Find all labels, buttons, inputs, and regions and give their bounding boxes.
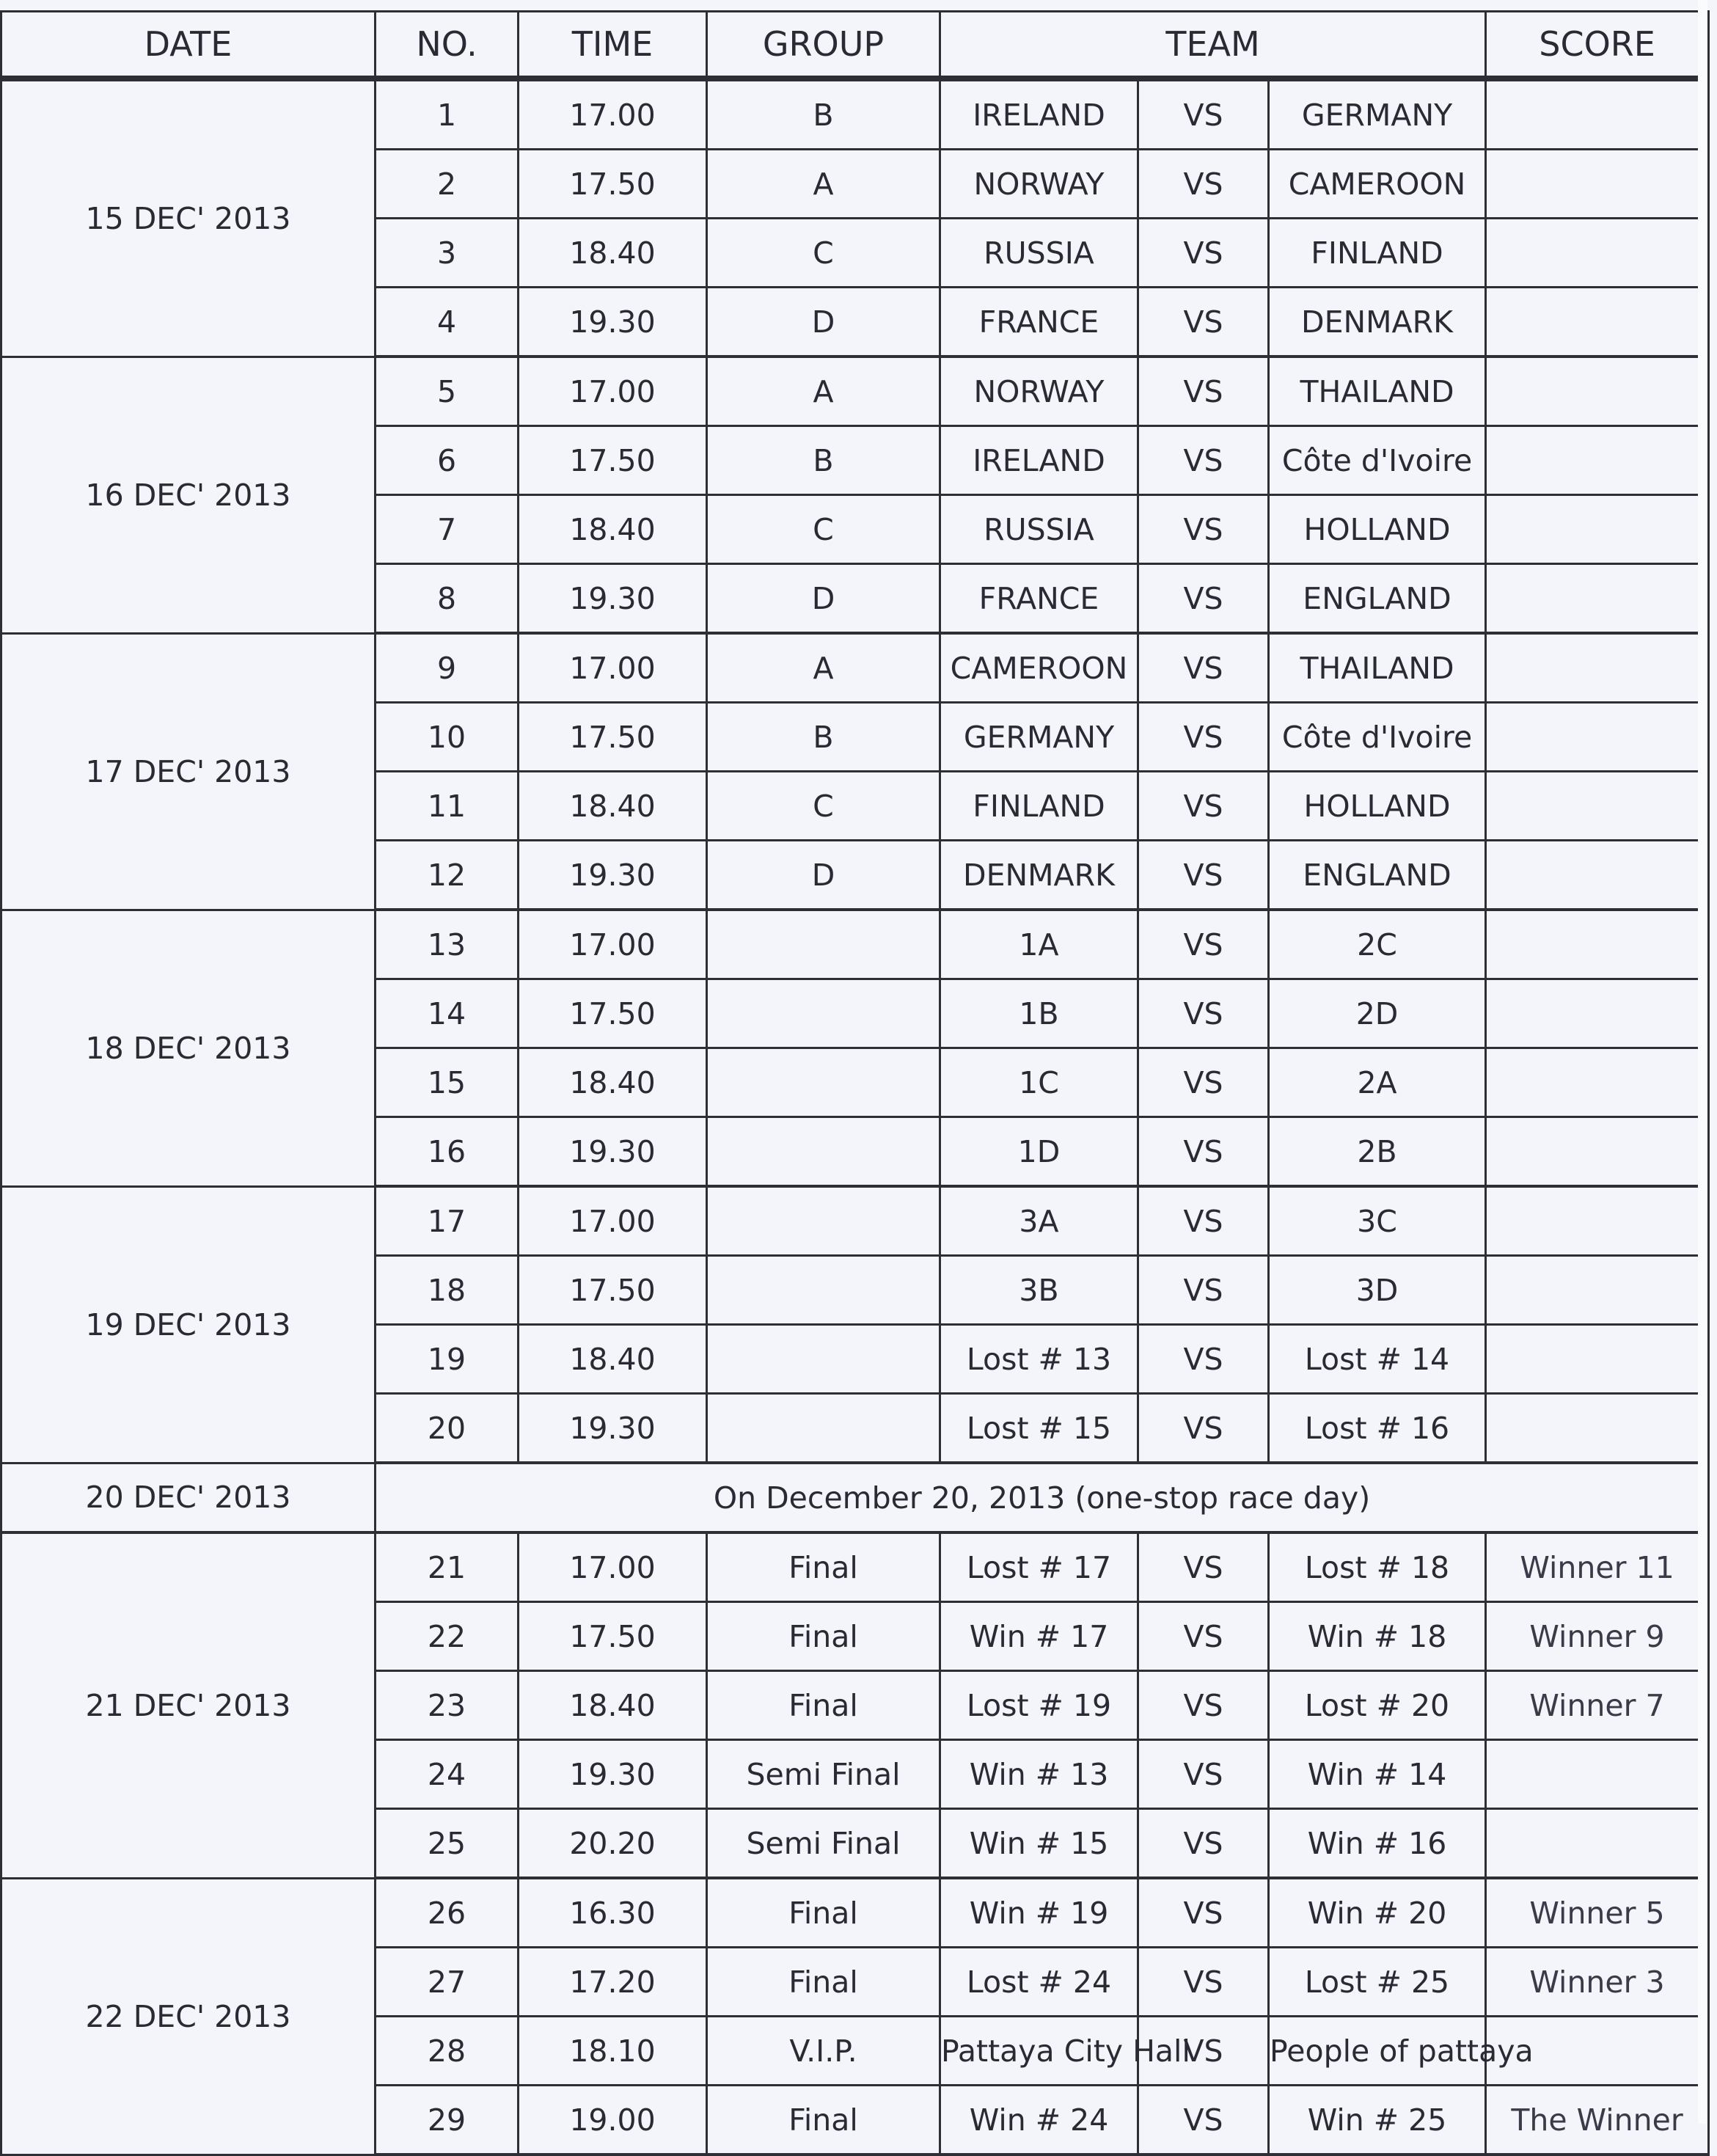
- match-group: Final: [707, 1532, 940, 1602]
- vs-label: VS: [1138, 910, 1269, 979]
- team-b: 2B: [1269, 1117, 1486, 1187]
- match-no: 28: [376, 2017, 519, 2086]
- team-b: Win # 25: [1269, 2086, 1486, 2155]
- team-b: Lost # 18: [1269, 1532, 1486, 1602]
- vs-label: VS: [1138, 1948, 1269, 2017]
- match-time: 17.50: [519, 703, 707, 772]
- match-time: 17.20: [519, 1948, 707, 2017]
- team-b: ENGLAND: [1269, 841, 1486, 910]
- match-time: 18.40: [519, 1048, 707, 1117]
- vs-label: VS: [1138, 1671, 1269, 1740]
- match-no: 25: [376, 1809, 519, 1879]
- match-score: The Winner: [1486, 2086, 1709, 2155]
- header-team: TEAM: [940, 12, 1486, 79]
- vs-label: VS: [1138, 1256, 1269, 1325]
- match-row: [1, 1878, 1709, 1948]
- match-score: [1486, 426, 1709, 495]
- vs-label: VS: [1138, 841, 1269, 910]
- vs-label: VS: [1138, 1325, 1269, 1394]
- team-b: HOLLAND: [1269, 772, 1486, 841]
- team-b: 3D: [1269, 1256, 1486, 1325]
- vs-label: VS: [1138, 979, 1269, 1048]
- match-no: 16: [376, 1117, 519, 1187]
- team-a: Lost # 15: [940, 1394, 1138, 1463]
- team-a: RUSSIA: [940, 495, 1138, 564]
- vs-label: VS: [1138, 1532, 1269, 1602]
- match-time: 19.30: [519, 1394, 707, 1463]
- date-cell: 15 DEC' 2013: [1, 78, 376, 357]
- match-time: 20.20: [519, 1809, 707, 1879]
- vs-label: VS: [1138, 288, 1269, 357]
- note-row: [1, 1463, 1709, 1532]
- match-time: 17.50: [519, 1256, 707, 1325]
- match-no: 2: [376, 150, 519, 219]
- match-score: [1486, 1394, 1709, 1463]
- team-b: 2D: [1269, 979, 1486, 1048]
- header-no: NO.: [376, 12, 519, 79]
- vs-label: VS: [1138, 1602, 1269, 1671]
- match-row: [1, 1186, 1709, 1256]
- match-time: 18.40: [519, 772, 707, 841]
- match-group: [707, 1048, 940, 1117]
- match-no: 5: [376, 357, 519, 426]
- match-score: [1486, 1186, 1709, 1256]
- match-group: D: [707, 564, 940, 634]
- match-score: [1486, 357, 1709, 426]
- team-a: NORWAY: [940, 150, 1138, 219]
- match-group: Final: [707, 1671, 940, 1740]
- match-no: 23: [376, 1671, 519, 1740]
- team-a: FINLAND: [940, 772, 1138, 841]
- match-row: [1, 357, 1709, 426]
- date-cell: 17 DEC' 2013: [1, 633, 376, 910]
- match-no: 11: [376, 772, 519, 841]
- vs-label: VS: [1138, 150, 1269, 219]
- vs-label: VS: [1138, 1394, 1269, 1463]
- team-a: FRANCE: [940, 288, 1138, 357]
- match-no: 18: [376, 1256, 519, 1325]
- header-date: DATE: [1, 12, 376, 79]
- match-group: [707, 1394, 940, 1463]
- match-score: [1486, 910, 1709, 979]
- match-no: 22: [376, 1602, 519, 1671]
- match-group: A: [707, 357, 940, 426]
- match-no: 9: [376, 633, 519, 703]
- team-b: 3C: [1269, 1186, 1486, 1256]
- match-no: 12: [376, 841, 519, 910]
- match-group: [707, 1186, 940, 1256]
- match-no: 17: [376, 1186, 519, 1256]
- vs-label: VS: [1138, 564, 1269, 634]
- team-b: Côte d'Ivoire: [1269, 703, 1486, 772]
- team-a: 3A: [940, 1186, 1138, 1256]
- date-cell: 18 DEC' 2013: [1, 910, 376, 1186]
- vs-label: VS: [1138, 2086, 1269, 2155]
- vs-label: VS: [1138, 703, 1269, 772]
- match-group: [707, 1117, 940, 1187]
- match-score: [1486, 633, 1709, 703]
- date-cell: 16 DEC' 2013: [1, 357, 376, 633]
- header-score: SCORE: [1486, 12, 1709, 79]
- team-b: Lost # 25: [1269, 1948, 1486, 2017]
- header-row: [1, 12, 1709, 79]
- team-a: Win # 15: [940, 1809, 1138, 1879]
- team-a: GERMANY: [940, 703, 1138, 772]
- match-no: 10: [376, 703, 519, 772]
- schedule-body: [1, 78, 1709, 2155]
- team-b: GERMANY: [1269, 78, 1486, 150]
- match-group: Final: [707, 1602, 940, 1671]
- header-group: GROUP: [707, 12, 940, 79]
- team-b: Win # 14: [1269, 1740, 1486, 1809]
- match-row: [1, 910, 1709, 979]
- match-time: 17.50: [519, 979, 707, 1048]
- team-b: Win # 16: [1269, 1809, 1486, 1879]
- vs-label: VS: [1138, 1740, 1269, 1809]
- vs-label: VS: [1138, 357, 1269, 426]
- team-b: Win # 18: [1269, 1602, 1486, 1671]
- team-b: Côte d'Ivoire: [1269, 426, 1486, 495]
- match-time: 17.00: [519, 910, 707, 979]
- match-no: 27: [376, 1948, 519, 2017]
- match-group: Semi Final: [707, 1809, 940, 1879]
- team-a: Win # 19: [940, 1878, 1138, 1948]
- team-a: NORWAY: [940, 357, 1138, 426]
- rest-day-note: On December 20, 2013 (one-stop race day): [376, 1463, 1709, 1532]
- team-a: Lost # 24: [940, 1948, 1138, 2017]
- match-group: C: [707, 495, 940, 564]
- match-time: 17.00: [519, 78, 707, 150]
- match-time: 18.40: [519, 1671, 707, 1740]
- team-a: 1C: [940, 1048, 1138, 1117]
- match-score: [1486, 703, 1709, 772]
- team-b: FINLAND: [1269, 219, 1486, 288]
- match-group: D: [707, 288, 940, 357]
- match-group: B: [707, 703, 940, 772]
- match-group: C: [707, 219, 940, 288]
- match-group: B: [707, 426, 940, 495]
- vs-label: VS: [1138, 426, 1269, 495]
- match-no: 8: [376, 564, 519, 634]
- match-score: [1486, 1048, 1709, 1117]
- match-score: [1486, 1325, 1709, 1394]
- match-row: [1, 78, 1709, 150]
- team-b: Lost # 16: [1269, 1394, 1486, 1463]
- team-a: Win # 24: [940, 2086, 1138, 2155]
- match-time: 18.10: [519, 2017, 707, 2086]
- team-b: DENMARK: [1269, 288, 1486, 357]
- match-time: 17.00: [519, 1532, 707, 1602]
- team-a: Win # 17: [940, 1602, 1138, 1671]
- match-score: [1486, 564, 1709, 634]
- match-score: [1486, 772, 1709, 841]
- vs-label: VS: [1138, 219, 1269, 288]
- match-group: Final: [707, 1948, 940, 2017]
- team-a: Pattaya City Hall: [940, 2017, 1138, 2086]
- match-time: 19.30: [519, 1740, 707, 1809]
- match-score: Winner 11: [1486, 1532, 1709, 1602]
- match-no: 4: [376, 288, 519, 357]
- team-a: 1B: [940, 979, 1138, 1048]
- team-b: People of pattaya: [1269, 2017, 1486, 2086]
- team-b: HOLLAND: [1269, 495, 1486, 564]
- match-group: V.I.P.: [707, 2017, 940, 2086]
- date-cell: 21 DEC' 2013: [1, 1532, 376, 1878]
- team-a: 1D: [940, 1117, 1138, 1187]
- vs-label: VS: [1138, 1117, 1269, 1187]
- match-row: [1, 1532, 1709, 1602]
- match-time: 17.00: [519, 1186, 707, 1256]
- match-score: [1486, 495, 1709, 564]
- team-b: ENGLAND: [1269, 564, 1486, 634]
- match-time: 17.00: [519, 357, 707, 426]
- vs-label: VS: [1138, 495, 1269, 564]
- match-no: 3: [376, 219, 519, 288]
- match-group: A: [707, 633, 940, 703]
- match-group: B: [707, 78, 940, 150]
- vs-label: VS: [1138, 772, 1269, 841]
- team-b: THAILAND: [1269, 633, 1486, 703]
- match-group: A: [707, 150, 940, 219]
- team-b: 2C: [1269, 910, 1486, 979]
- team-b: Win # 20: [1269, 1878, 1486, 1948]
- match-time: 17.50: [519, 150, 707, 219]
- match-group: [707, 1256, 940, 1325]
- team-b: THAILAND: [1269, 357, 1486, 426]
- date-cell: 19 DEC' 2013: [1, 1186, 376, 1463]
- match-score: [1486, 1809, 1709, 1879]
- vs-label: VS: [1138, 1186, 1269, 1256]
- match-score: [1486, 219, 1709, 288]
- match-score: [1486, 1740, 1709, 1809]
- team-b: Lost # 20: [1269, 1671, 1486, 1740]
- match-no: 7: [376, 495, 519, 564]
- match-group: Final: [707, 2086, 940, 2155]
- match-score: [1486, 288, 1709, 357]
- match-no: 13: [376, 910, 519, 979]
- date-cell: 20 DEC' 2013: [1, 1463, 376, 1532]
- match-no: 6: [376, 426, 519, 495]
- match-group: Semi Final: [707, 1740, 940, 1809]
- vs-label: VS: [1138, 1048, 1269, 1117]
- team-a: IRELAND: [940, 78, 1138, 150]
- match-score: Winner 5: [1486, 1878, 1709, 1948]
- match-no: 1: [376, 78, 519, 150]
- match-time: 16.30: [519, 1878, 707, 1948]
- match-no: 20: [376, 1394, 519, 1463]
- match-no: 26: [376, 1878, 519, 1948]
- match-score: Winner 3: [1486, 1948, 1709, 2017]
- match-time: 19.30: [519, 1117, 707, 1187]
- team-a: 1A: [940, 910, 1138, 979]
- match-score: Winner 7: [1486, 1671, 1709, 1740]
- match-no: 29: [376, 2086, 519, 2155]
- match-row: [1, 633, 1709, 703]
- match-time: 19.30: [519, 564, 707, 634]
- match-score: [1486, 150, 1709, 219]
- match-score: Winner 9: [1486, 1602, 1709, 1671]
- match-group: [707, 910, 940, 979]
- match-time: 18.40: [519, 219, 707, 288]
- match-schedule-table: [0, 10, 1710, 2156]
- match-score: [1486, 1256, 1709, 1325]
- vs-label: VS: [1138, 1878, 1269, 1948]
- match-time: 19.00: [519, 2086, 707, 2155]
- date-cell: 22 DEC' 2013: [1, 1878, 376, 2155]
- team-a: Lost # 13: [940, 1325, 1138, 1394]
- match-time: 17.50: [519, 1602, 707, 1671]
- match-time: 18.40: [519, 1325, 707, 1394]
- team-a: Lost # 19: [940, 1671, 1138, 1740]
- match-score: [1486, 1117, 1709, 1187]
- match-group: [707, 1325, 940, 1394]
- vs-label: VS: [1138, 1809, 1269, 1879]
- match-time: 17.50: [519, 426, 707, 495]
- match-time: 17.00: [519, 633, 707, 703]
- match-no: 24: [376, 1740, 519, 1809]
- match-group: C: [707, 772, 940, 841]
- vs-label: VS: [1138, 2017, 1269, 2086]
- team-a: FRANCE: [940, 564, 1138, 634]
- match-no: 19: [376, 1325, 519, 1394]
- team-a: CAMEROON: [940, 633, 1138, 703]
- team-a: DENMARK: [940, 841, 1138, 910]
- team-a: RUSSIA: [940, 219, 1138, 288]
- match-time: 19.30: [519, 841, 707, 910]
- team-b: 2A: [1269, 1048, 1486, 1117]
- match-no: 14: [376, 979, 519, 1048]
- vs-label: VS: [1138, 633, 1269, 703]
- scan-edge: [1698, 0, 1707, 2124]
- match-group: D: [707, 841, 940, 910]
- team-a: 3B: [940, 1256, 1138, 1325]
- match-no: 15: [376, 1048, 519, 1117]
- match-time: 18.40: [519, 495, 707, 564]
- match-score: [1486, 979, 1709, 1048]
- match-score: [1486, 841, 1709, 910]
- team-a: Win # 13: [940, 1740, 1138, 1809]
- match-time: 19.30: [519, 288, 707, 357]
- header-time: TIME: [519, 12, 707, 79]
- vs-label: VS: [1138, 78, 1269, 150]
- match-score: [1486, 78, 1709, 150]
- match-no: 21: [376, 1532, 519, 1602]
- team-b: Lost # 14: [1269, 1325, 1486, 1394]
- match-group: [707, 979, 940, 1048]
- team-a: IRELAND: [940, 426, 1138, 495]
- team-b: CAMEROON: [1269, 150, 1486, 219]
- team-a: Lost # 17: [940, 1532, 1138, 1602]
- match-group: Final: [707, 1878, 940, 1948]
